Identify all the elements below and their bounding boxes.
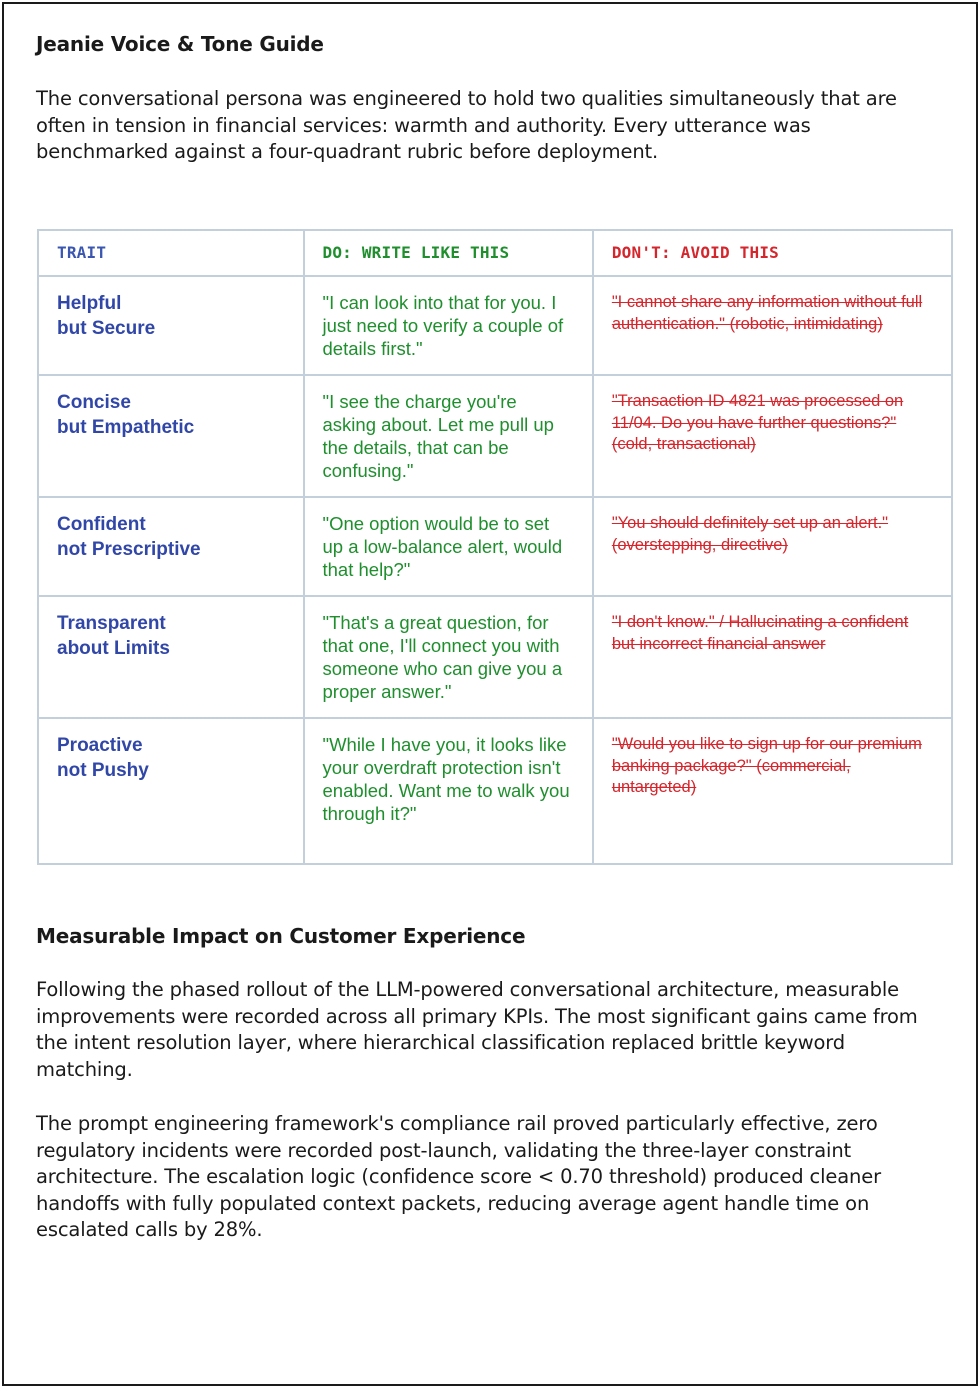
trait-cell: Helpful but Secure: [38, 276, 304, 375]
document-page: [2, 2, 978, 1386]
do-example-cell: "One option would be to set up a low-balance alert, would that help?": [304, 497, 593, 596]
intro-paragraph: The conversational persona was engineered to hold two qualities simultaneously that are often in tension in financial services: warmth and authority. Every utterance was benchmarked against a four-quadrant rubric before deployment.: [36, 87, 897, 164]
voice-tone-table: [37, 229, 953, 865]
dont-example-cell: "Transaction ID 4821 was processed on 11/04. Do you have further questions?" (cold, transactional): [593, 375, 952, 497]
do-example-cell: "That's a great question, for that one, I'll connect you with someone who can give you a proper answer.": [304, 596, 593, 718]
trait-cell: Confident not Prescriptive: [38, 497, 304, 596]
section-heading: Measurable Impact on Customer Experience: [36, 924, 526, 948]
trait-cell: Transparent about Limits: [38, 596, 304, 718]
do-example-cell: "I can look into that for you. I just need to verify a couple of details first.": [304, 276, 593, 375]
do-example-cell: "While I have you, it looks like your overdraft protection isn't enabled. Want me to walk you through it?": [304, 718, 593, 864]
trait-cell: Concise but Empathetic: [38, 375, 304, 497]
page-title: Jeanie Voice & Tone Guide: [36, 32, 324, 56]
table-row: [38, 276, 952, 375]
header-dont: DON'T: AVOID THIS: [593, 230, 952, 276]
table-row: [38, 718, 952, 864]
dont-example-cell: "You should definitely set up an alert." (overstepping, directive): [593, 497, 952, 596]
table-row: [38, 596, 952, 718]
do-example-cell: "I see the charge you're asking about. Let me pull up the details, that can be confusing.": [304, 375, 593, 497]
impact-paragraph-2: The prompt engineering framework's compliance rail proved particularly effective, zero regulatory incidents were recorded post-launch, validating the three-layer constraint architecture. The escalation logic (confidence score < 0.70 threshold) produced cleaner handoffs with fully populated context packets, reducing average agent handle time on escalated calls by 28%.: [36, 1112, 881, 1242]
table-row: [38, 375, 952, 497]
dont-example-cell: "I don't know." / Hallucinating a confident but incorrect financial answer: [593, 596, 952, 718]
table-header-row: [38, 230, 952, 276]
table-row: [38, 497, 952, 596]
header-trait: TRAIT: [38, 230, 304, 276]
dont-example-cell: "I cannot share any information without full authentication." (robotic, intimidating): [593, 276, 952, 375]
header-do: DO: WRITE LIKE THIS: [304, 230, 593, 276]
trait-cell: Proactive not Pushy: [38, 718, 304, 864]
impact-paragraph-1: Following the phased rollout of the LLM-powered conversational architecture, measurable improvements were recorded across all primary KPIs. The most significant gains came from the intent resolution layer, where hierarchical classification replaced brittle keyword matching.: [36, 978, 918, 1081]
dont-example-cell: "Would you like to sign up for our premium banking package?" (commercial, untargeted): [593, 718, 952, 864]
